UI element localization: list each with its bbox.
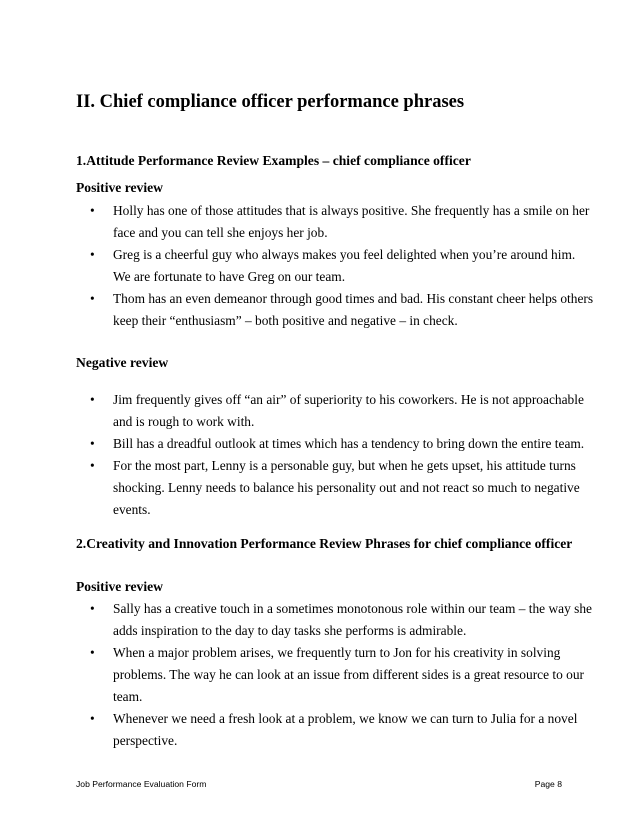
- bullet: •: [90, 711, 95, 726]
- list-item-line: and is rough to work with.: [113, 414, 255, 429]
- bullet: •: [90, 247, 95, 262]
- list-item-line: For the most part, Lenny is a personable guy, but when he gets upset, his attitude turns: [113, 458, 576, 473]
- section-1-positive-label: Positive review: [76, 180, 163, 195]
- list-item-line: perspective.: [113, 733, 178, 748]
- footer-page-number: Page 8: [534, 779, 562, 789]
- list-item-line: problems. The way he can look at an issue from different sides is a great resource to our: [113, 667, 585, 682]
- list-item-line: events.: [113, 502, 151, 517]
- list-item-line: Greg is a cheerful guy who always makes you feel delighted when you’re around him.: [113, 247, 576, 262]
- list-item-line: Whenever we need a fresh look at a problem, we know we can turn to Julia for a novel: [113, 711, 578, 726]
- list-item-line: Holly has one of those attitudes that is always positive. She frequently has a smile on her: [113, 203, 590, 218]
- list-item-line: shocking. Lenny needs to balance his personality out and not react so much to negative: [113, 480, 580, 495]
- page-heading: II. Chief compliance officer performance phrases: [76, 92, 465, 112]
- list-item-line: team.: [113, 689, 143, 704]
- list-item-line: adds inspiration to the day to day tasks she performs is admirable.: [113, 623, 467, 638]
- section-1-title: 1.Attitude Performance Review Examples – chief compliance officer: [76, 153, 471, 168]
- bullet: •: [90, 436, 95, 451]
- bullet: •: [90, 392, 95, 407]
- list-item-line: Bill has a dreadful outlook at times which has a tendency to bring down the entire team.: [113, 436, 585, 451]
- bullet: •: [90, 458, 95, 473]
- list-item-line: face and you can tell she enjoys her job.: [113, 225, 328, 240]
- list-item-line: Jim frequently gives off “an air” of superiority to his coworkers. He is not approachable: [113, 392, 584, 407]
- list-item-line: We are fortunate to have Greg on our team.: [113, 269, 346, 284]
- section-1-negative-label: Negative review: [76, 355, 169, 370]
- bullet: •: [90, 203, 95, 218]
- list-item-line: When a major problem arises, we frequently turn to Jon for his creativity in solving: [113, 645, 561, 660]
- list-item-line: Sally has a creative touch in a sometimes monotonous role within our team – the way she: [113, 601, 592, 616]
- list-item-line: Thom has an even demeanor through good times and bad. His constant cheer helps others: [113, 291, 594, 306]
- footer-title: Job Performance Evaluation Form: [76, 779, 207, 789]
- bullet: •: [90, 645, 95, 660]
- section-2-title: 2.Creativity and Innovation Performance Review Phrases for chief compliance officer: [76, 536, 573, 551]
- bullet: •: [90, 291, 95, 306]
- list-item-line: keep their “enthusiasm” – both positive and negative – in check.: [113, 313, 458, 328]
- section-2-positive-label: Positive review: [76, 579, 163, 594]
- bullet: •: [90, 601, 95, 616]
